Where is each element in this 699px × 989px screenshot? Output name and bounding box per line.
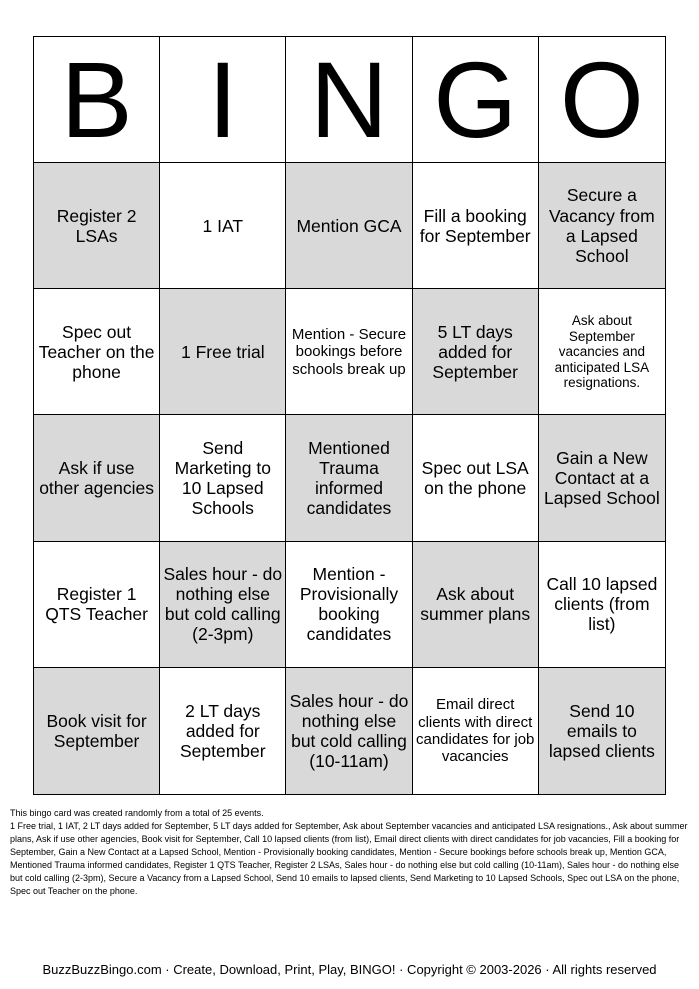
card-events-list: 1 Free trial, 1 IAT, 2 LT days added for September, 5 LT days added for September, Ask about September vacancies and anticipated LSA resignations., Ask about summer plans, Ask if use other agencies, Book visit for September, Call 10 lapsed clients (from list), Email direct clients with direct candidates for job vacancies, Fill a booking for September, Gain a New Contact at a Lapsed School, Mention - Provisionally booking candidates, Mention - Secure bookings before schools break up, Mention GCA, Mentioned Trauma informed candidates, Register 1 QTS Teacher, Register 2 LSAs, Sales hour - do nothing else but cold calling (10-11am), Sales hour - do nothing else but cold calling (2-3pm), Secure a Vacancy from a Lapsed School, Send 10 emails to lapsed clients, Send Marketing to 10 Lapsed Schools, Spec out LSA on the phone, Spec out Teacher on the phone.: [10, 821, 688, 897]
bingo-cell: Spec out LSA on the phone: [413, 415, 539, 541]
bingo-cell: Mention - Provisionally booking candidates: [286, 542, 412, 668]
bingo-cell: Sales hour - do nothing else but cold calling (2-3pm): [160, 542, 286, 668]
header-letter-i: I: [160, 37, 286, 163]
bingo-cell: Ask about September vacancies and anticipated LSA resignations.: [539, 289, 665, 415]
bingo-cell: Mention GCA: [286, 163, 412, 289]
bingo-cell: Call 10 lapsed clients (from list): [539, 542, 665, 668]
bingo-cell: Gain a New Contact at a Lapsed School: [539, 415, 665, 541]
header-letter-g: G: [413, 37, 539, 163]
bingo-cell: Register 1 QTS Teacher: [34, 542, 160, 668]
bingo-cell: Book visit for September: [34, 668, 160, 794]
card-info: [10, 807, 690, 898]
header-letter-n: N: [286, 37, 412, 163]
bingo-cell: 1 IAT: [160, 163, 286, 289]
bingo-cell: Send Marketing to 10 Lapsed Schools: [160, 415, 286, 541]
bingo-cell: Fill a booking for September: [413, 163, 539, 289]
bingo-cell: 2 LT days added for September: [160, 668, 286, 794]
site-footer: BuzzBuzzBingo.com · Create, Download, Print, Play, BINGO! · Copyright © 2003-2026 · All rights reserved: [42, 962, 657, 977]
bingo-cell: Email direct clients with direct candidates for job vacancies: [413, 668, 539, 794]
bingo-cell: Send 10 emails to lapsed clients: [539, 668, 665, 794]
bingo-cell: Secure a Vacancy from a Lapsed School: [539, 163, 665, 289]
bingo-cell: Mentioned Trauma informed candidates: [286, 415, 412, 541]
bingo-cell: Mention - Secure bookings before schools break up: [286, 289, 412, 415]
bingo-cell: Register 2 LSAs: [34, 163, 160, 289]
card-info-summary: This bingo card was created randomly from a total of 25 events.: [10, 808, 264, 818]
bingo-cell: 1 Free trial: [160, 289, 286, 415]
bingo-card: [33, 36, 666, 795]
header-letter-b: B: [34, 37, 160, 163]
header-letter-o: O: [539, 37, 665, 163]
bingo-cell: Sales hour - do nothing else but cold calling (10-11am): [286, 668, 412, 794]
bingo-cell: Ask about summer plans: [413, 542, 539, 668]
bingo-cell: Ask if use other agencies: [34, 415, 160, 541]
bingo-cell: Spec out Teacher on the phone: [34, 289, 160, 415]
bingo-cell: 5 LT days added for September: [413, 289, 539, 415]
